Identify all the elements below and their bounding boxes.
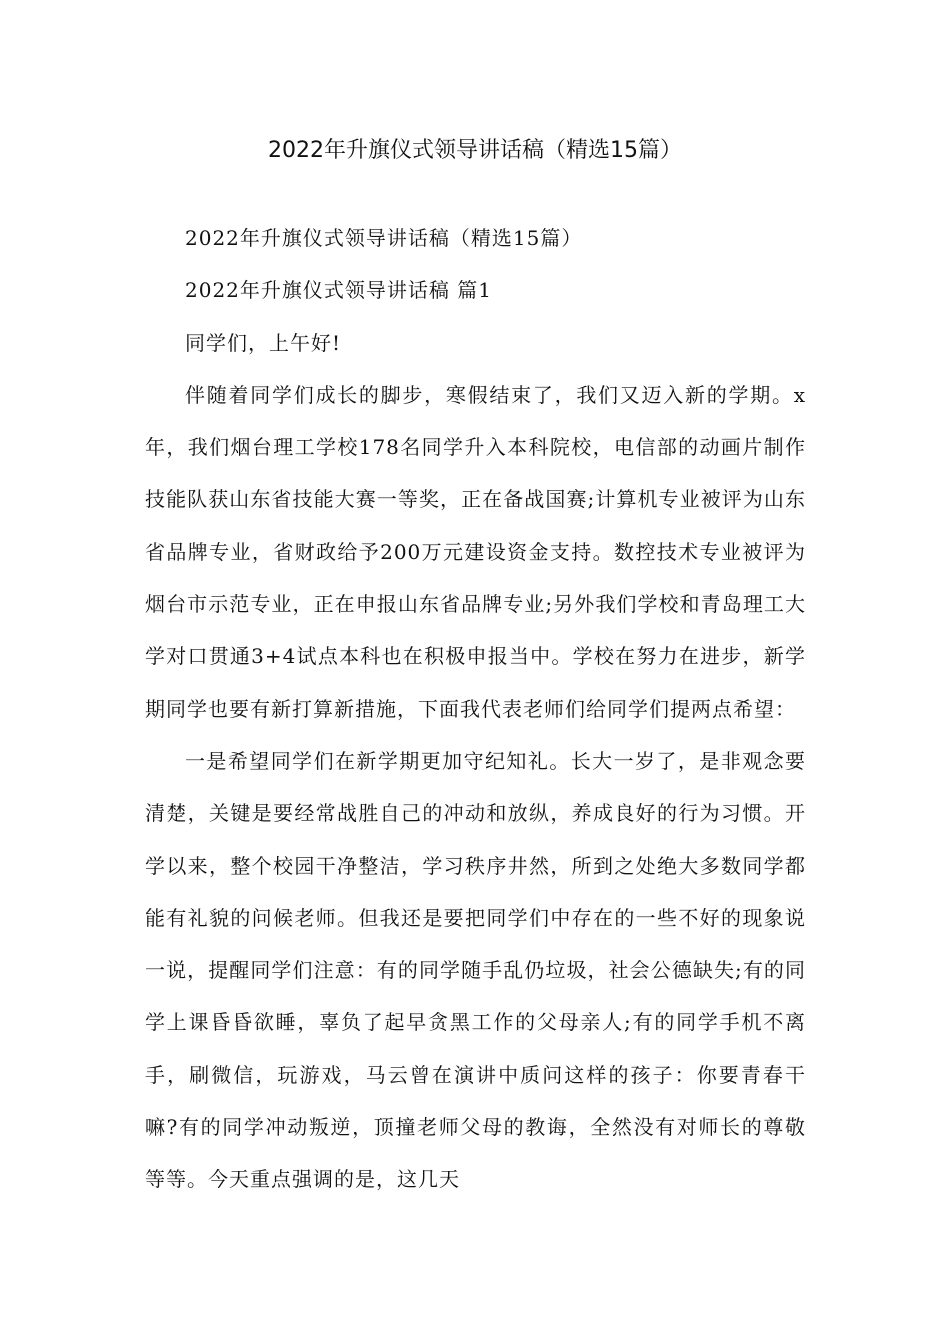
document-title: 2022年升旗仪式领导讲话稿（精选15篇） [268, 138, 682, 163]
paragraph-hope-one: 一是希望同学们在新学期更加守纪知礼。长大一岁了，是非观念要清楚，关键是要经常战胜自己的冲动和放纵，养成良好的行为习惯。开学以来，整个校园干净整洁，学习秩序井然，所到之处绝大多数同学都能有礼貌的问候老师。但我还是要把同学们中存在的一些不好的现象说一说，提醒同学们注意：有的同学随手乱仍垃圾，社会公德缺失;有的同学上课昏昏欲睡，辜负了起早贪黑工作的父母亲人;有的同学手机不离手，刷微信，玩游戏，马云曾在演讲中质问这样的孩子：你要青春干嘛?有的同学冲动叛逆，顶撞老师父母的教诲，全然没有对师长的尊敬等等。今天重点强调的是，这几天 [145, 748, 806, 1192]
paragraph-greeting: 同学们，上午好! [185, 330, 342, 355]
paragraph-subtitle: 2022年升旗仪式领导讲话稿（精选15篇） [185, 226, 583, 250]
document-body [145, 212, 806, 1206]
paragraph-section-heading: 2022年升旗仪式领导讲话稿 篇1 [185, 278, 492, 303]
paragraph-intro: 伴随着同学们成长的脚步，寒假结束了，我们又迈入新的学期。x年，我们烟台理工学校178名同学升入本科院校，电信部的动画片制作技能队获山东省技能大赛一等奖，正在备战国赛;计算机专业被评为山东省品牌专业，省财政给予200万元建设资金支持。数控技术专业被评为烟台市示范专业，正在申报山东省品牌专业;另外我们学校和青岛理工大学对口贯通3+4试点本科也在积极申报当中。学校在努力在进步，新学期同学也要有新打算新措施，下面我代表老师们给同学们提两点希望： [145, 382, 806, 721]
